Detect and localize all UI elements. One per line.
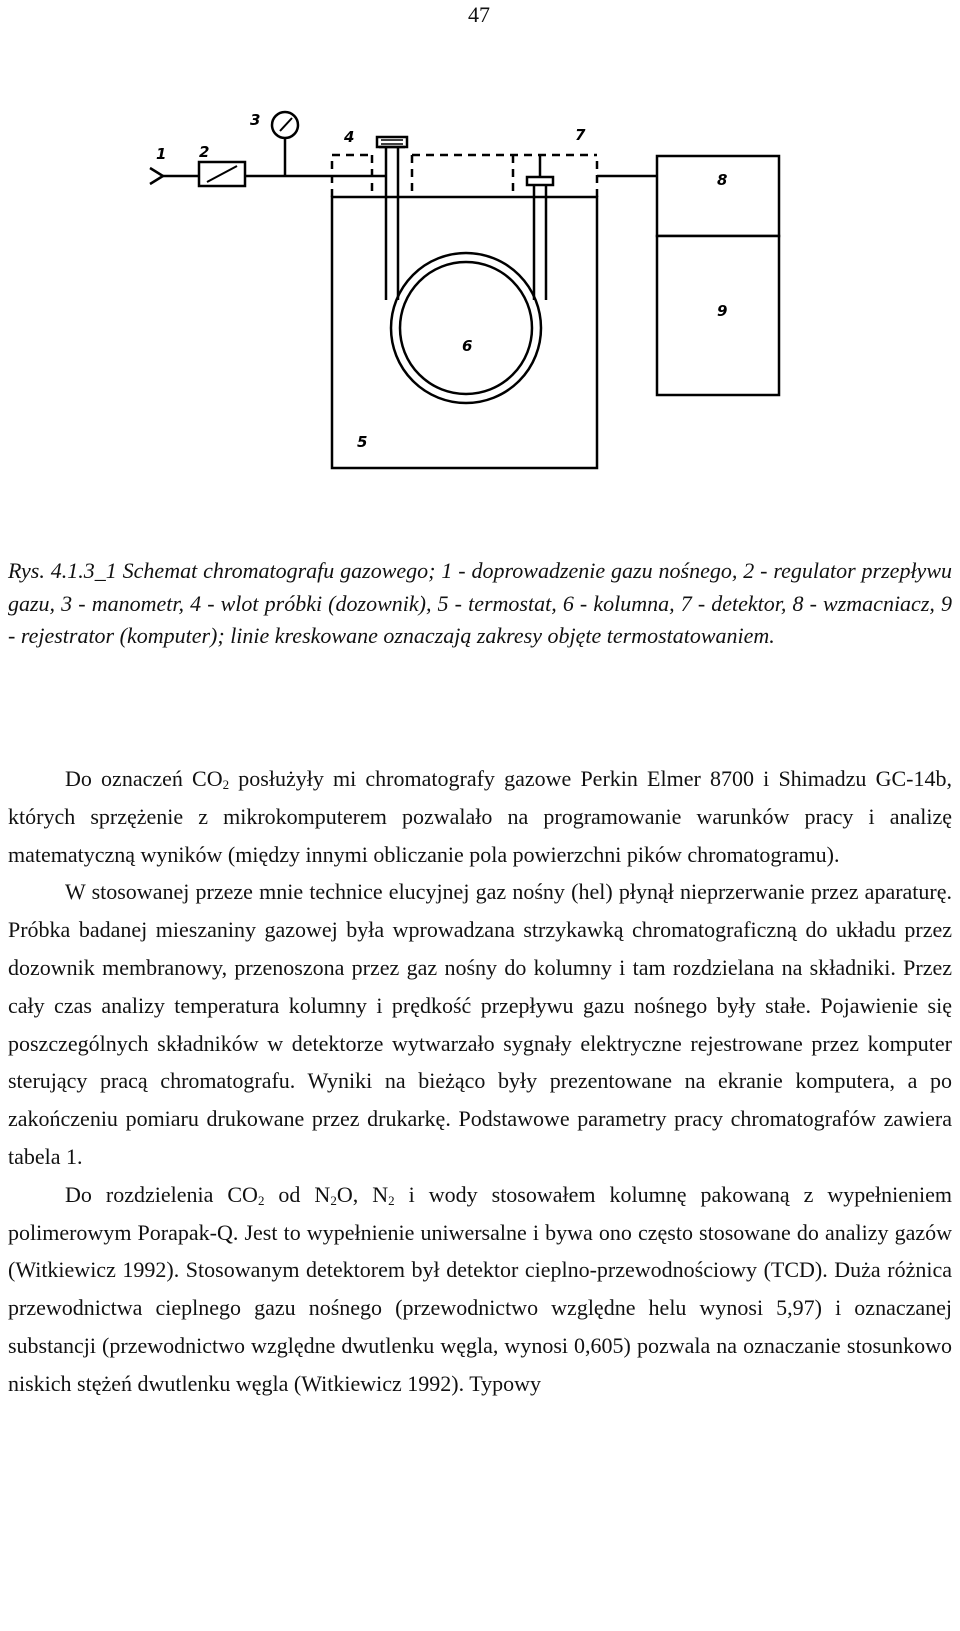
column-coil-inner [400, 262, 532, 394]
paragraph-3-subscript-1: 2 [257, 1192, 265, 1208]
figure-label-3: 3 [250, 111, 261, 129]
column-coil-outer [391, 253, 541, 403]
page-number: 47 [468, 2, 490, 27]
figure-label-9: 9 [717, 302, 728, 320]
detector-icon [527, 177, 553, 185]
paragraph-1-part-b: posłużyły mi chromatografy gazowe Perkin Elmer 8700 i Shimadzu GC-14b, których sprzężenie z mikrokomputerem pozwalało na programowanie warunków pracy i analizę matematyczną wyników (między innymi obliczanie pola powierzchni pików chromatogramu). [8, 766, 952, 867]
paragraph-3-subscript-3: 2 [388, 1192, 395, 1208]
paragraph-3-subscript-2: 2 [330, 1192, 337, 1208]
gas-inlet-arrow [150, 168, 163, 184]
schematic-drawing [140, 110, 790, 500]
body-text [8, 760, 952, 1403]
paragraph-3-part-d: i wody stosowałem kolumnę pakowaną z wypełnieniem polimerowym Porapak-Q. Jest to wypełnienie uniwersalne i bywa ono często stosowane do analizy gazów (Witkiewicz 1992). Stosowanym detektorem był detektor cieplno-przewodnościowy (TCD). Duża różnica przewodnictwa cieplnego gazu nośnego (przewodnictwo względne helu wynosi 5,97) i oznaczanej substancji (przewodnictwo względne dwutlenku węgla, wynosi 0,605) pozwala na oznaczanie stosunkowo niskich stężeń dwutlenku węgla (Witkiewicz 1992). Typowy [8, 1181, 953, 1396]
injector-septum [377, 137, 407, 147]
paragraph-1-subscript: 2 [222, 777, 230, 792]
amplifier-box [657, 156, 779, 236]
figure-label-7: 7 [575, 126, 586, 144]
chromatograph-schematic [140, 110, 790, 500]
paragraph-1-part-a: Do oznaczeń CO [65, 766, 223, 791]
thermostat-box [332, 197, 597, 468]
figure-label-1: 1 [156, 145, 167, 163]
paragraph-3-part-a: Do rozdzielenia CO [65, 1181, 258, 1207]
figure-label-2: 2 [199, 143, 210, 161]
paragraph-3 [8, 1176, 952, 1403]
paragraph-3-part-b: od N [264, 1181, 331, 1207]
figure-caption: Rys. 4.1.3_1 Schemat chromatografu gazowego; 1 - doprowadzenie gazu nośnego, 2 - regulator przepływu gazu, 3 - manometr, 4 - wlot próbki (dozownik), 5 - termostat, 6 - kolumna, 7 - detektor, 8 - wzmacniacz, 9 - rejestrator (komputer); linie kreskowane oznaczają zakresy objęte termostatowaniem. [8, 558, 952, 648]
paragraph-1 [8, 760, 952, 873]
figure-label-6: 6 [462, 337, 473, 355]
figure-label-8: 8 [717, 171, 728, 189]
paragraph-2: W stosowanej przeze mnie technice elucyjnej gaz nośny (hel) płynął nieprzerwanie przez aparaturę. Próbka badanej mieszaniny gazowej była wprowadzana strzykawką chromatograficzną do układu przez dozownik membranowy, przenoszona przez gaz nośny do kolumny i tam rozdzielana na składniki. Przez cały czas analizy temperatura kolumny i prędkość przepływu gazu nośnego były stałe. Pojawienie się poszczególnych składników w detektorze wytwarzało sygnały elektryczne rejestrowane przez komputer sterujący pracą chromatografu. Wyniki na bieżąco były prezentowane na ekranie komputera, a po zakończeniu pomiaru drukowane przez drukarkę. Podstawowe parametry pracy chromatografów zawiera tabela 1. [8, 879, 952, 1169]
paragraph-3-part-c: O, N [336, 1181, 389, 1207]
figure-label-5: 5 [357, 433, 368, 451]
figure-label-4: 4 [344, 128, 355, 146]
